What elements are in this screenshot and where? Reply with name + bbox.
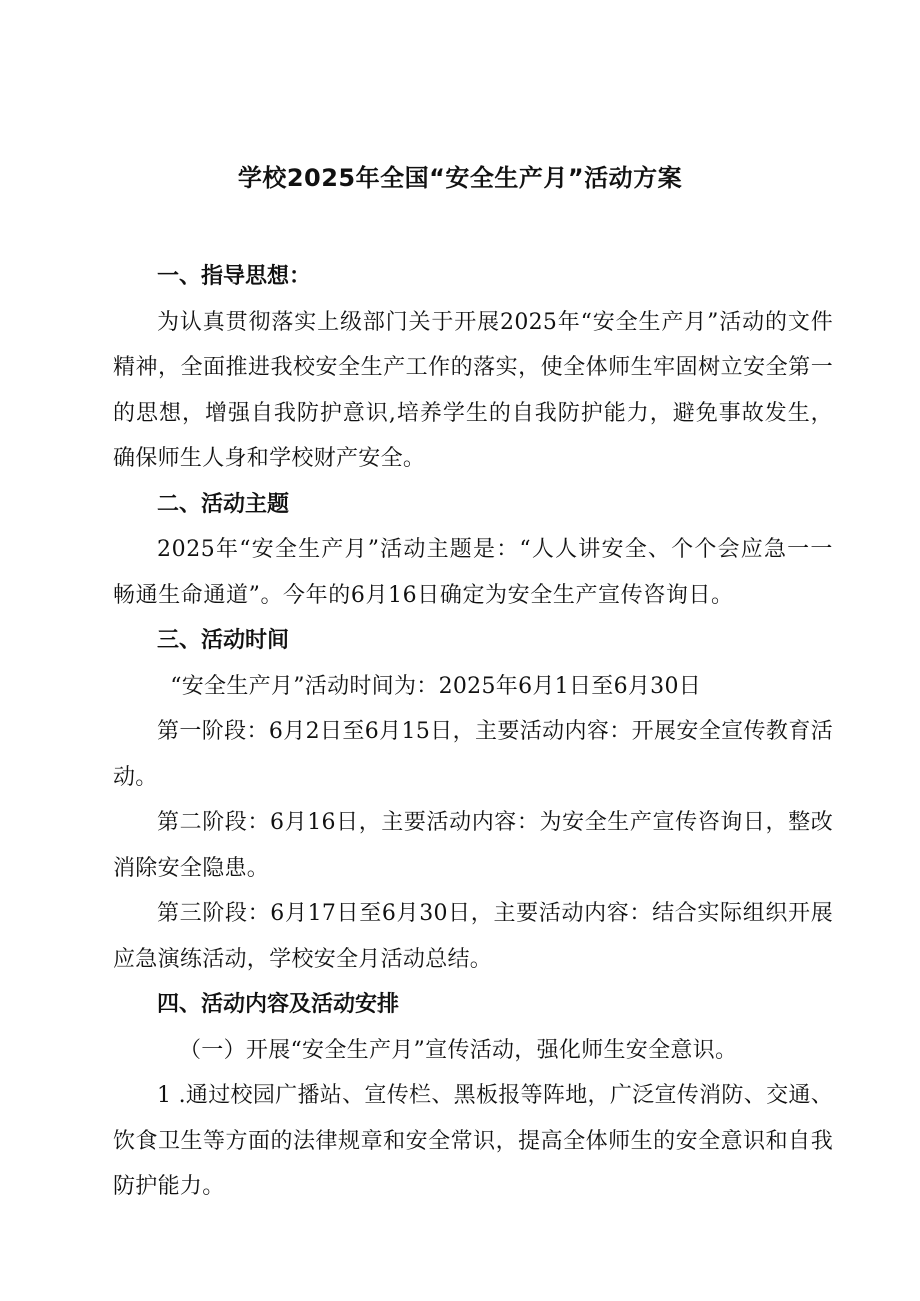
paragraph-stage-2: 第二阶段：6月16日，主要活动内容：为安全生产宣传咨询日，整改消除安全隐患。: [113, 810, 833, 881]
paragraph-stage-3: 第三阶段：6月17日至6月30日，主要活动内容：结合实际组织开展应急演练活动，学校安全月活动总结。: [113, 901, 833, 972]
section-heading-theme: 二、活动主题: [157, 491, 290, 517]
paragraph-theme: 2025年“安全生产月”活动主题是：“人人讲安全、个个会应急一一畅通生命通道”。今年的6月16日确定为安全生产宣传咨询日。: [113, 537, 833, 608]
paragraph-stage-1: 第一阶段：6月2日至6月15日，主要活动内容：开展安全宣传教育活动。: [113, 719, 833, 790]
paragraph-time-range: “安全生产月”活动时间为：2025年6月1日至6月30日: [170, 673, 702, 699]
paragraph-subsection-1: （一）开展“安全生产月”宣传活动，强化师生安全意识。: [179, 1037, 738, 1063]
document-body: [113, 254, 833, 1210]
document-title: 学校2025年全国“安全生产月”活动方案: [237, 164, 683, 192]
section-heading-guiding-thought: 一、指导思想：: [157, 264, 312, 289]
paragraph-guiding-thought: 为认真贯彻落实上级部门关于开展2025年“安全生产月”活动的文件精神，全面推进我校安全生产工作的落实，使全体师生牢固树立安全第一的思想，增强自我防护意识,培养学生的自我防护能力，避免事故发生，确保师生人身和学校财产安全。: [113, 309, 833, 471]
section-heading-content: 四、活动内容及活动安排: [157, 992, 400, 1017]
section-heading-time: 三、活动时间: [157, 628, 290, 653]
paragraph-item-1: 1 .通过校园广播站、宣传栏、黑板报等阵地，广泛宣传消防、交通、饮食卫生等方面的法律规章和安全常识，提高全体师生的安全意识和自我防护能力。: [113, 1083, 833, 1199]
